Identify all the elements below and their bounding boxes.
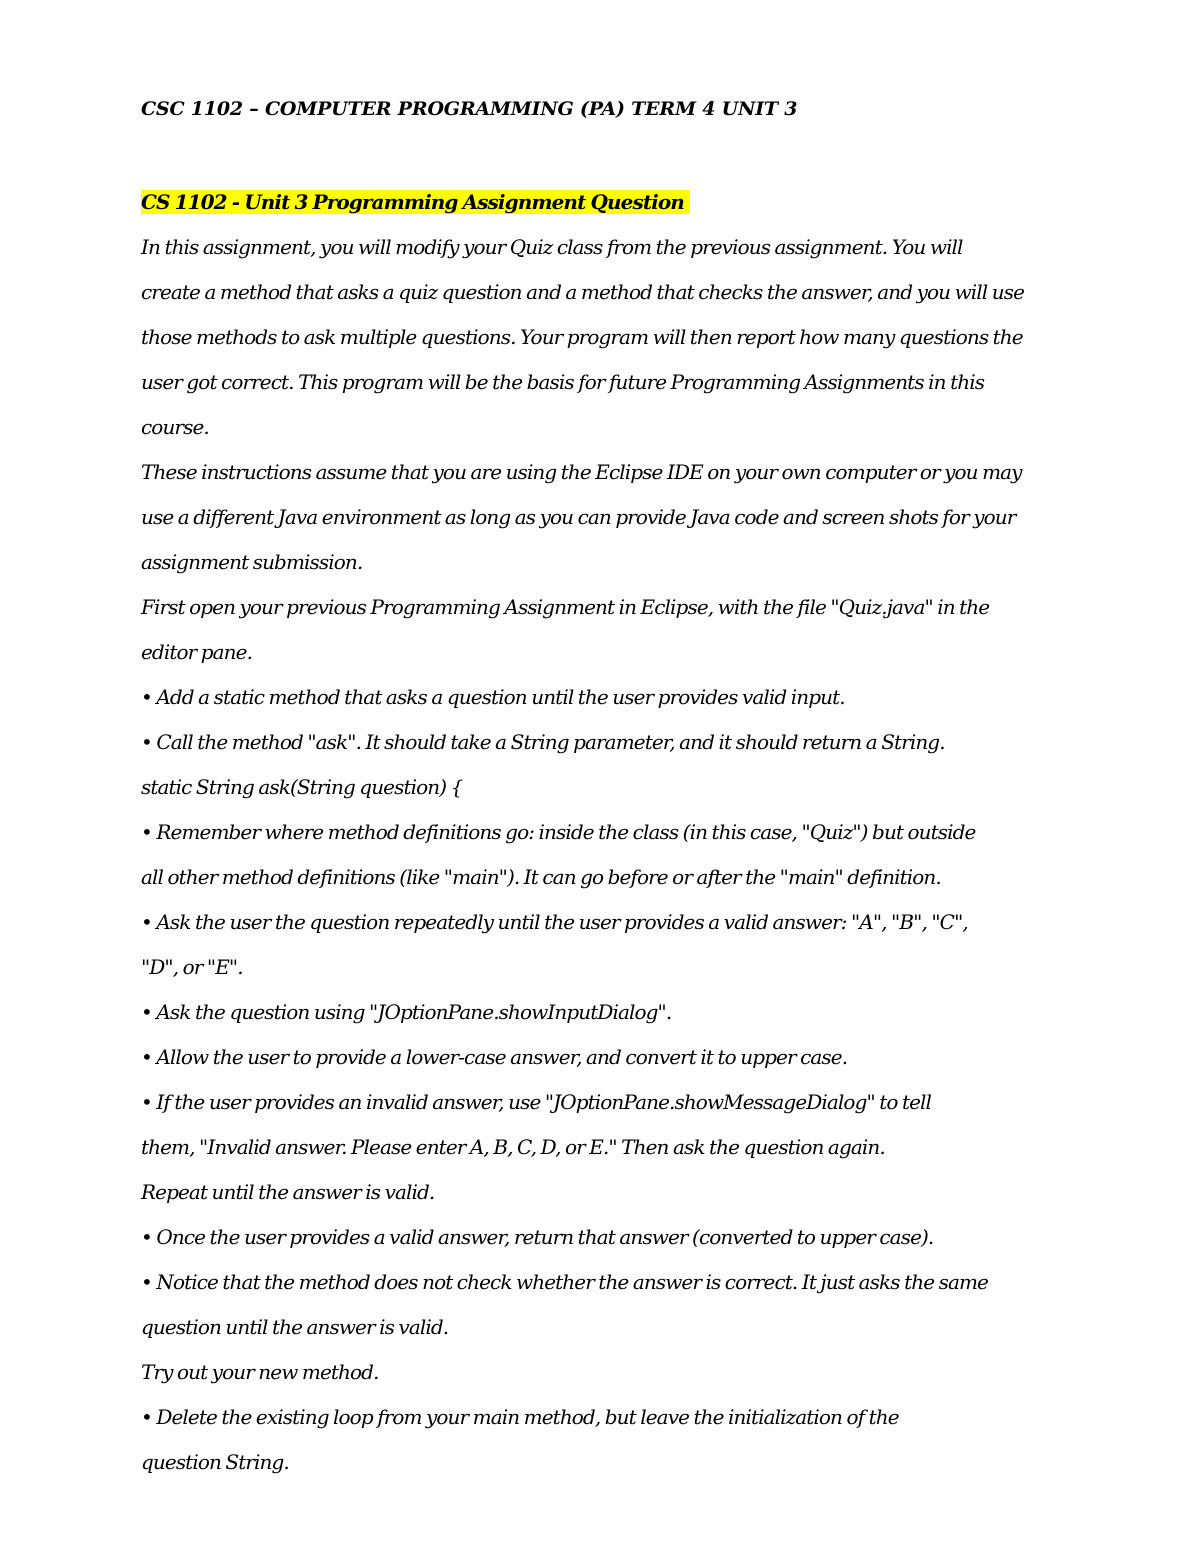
bullet-line: • Once the user provides a valid answer, return that answer (converted to upper case). xyxy=(141,1225,934,1249)
text-line: First open your previous Programming Assignment in Eclipse, with the file "Quiz.java" in the xyxy=(141,595,990,619)
bullet-line: • Ask the question using "JOptionPane.showInputDialog". xyxy=(141,1000,672,1024)
text-line: create a method that asks a quiz question and a method that checks the answer, and you will use xyxy=(141,280,1025,304)
bullet-line: • If the user provides an invalid answer, use "JOptionPane.showMessageDialog" to tell xyxy=(141,1090,932,1114)
text-line: those methods to ask multiple questions. Your program will then report how many questions the xyxy=(141,325,1023,349)
text-line: course. xyxy=(141,415,209,439)
text-line: Repeat until the answer is valid. xyxy=(141,1180,435,1204)
heading-line xyxy=(141,180,1071,225)
text-line: editor pane. xyxy=(141,640,253,664)
text-line: question String. xyxy=(141,1450,289,1474)
bullet-line: • Notice that the method does not check whether the answer is correct. It just asks the same xyxy=(141,1270,988,1294)
document-body xyxy=(141,180,1071,1485)
text-line: user got correct. This program will be the basis for future Programming Assignments in this xyxy=(141,370,985,394)
bullet-line: • Ask the user the question repeatedly until the user provides a valid answer: "A", "B", "C", xyxy=(141,910,968,934)
bullet-line: • Add a static method that asks a question until the user provides valid input. xyxy=(141,685,845,709)
text-line: Try out your new method. xyxy=(141,1360,379,1384)
text-line: In this assignment, you will modify your Quiz class from the previous assignment. You will xyxy=(141,235,963,259)
text-line: all other method definitions (like "main"). It can go before or after the "main" definition. xyxy=(141,865,941,889)
text-line: question until the answer is valid. xyxy=(141,1315,449,1339)
document-title: CSC 1102 – COMPUTER PROGRAMMING (PA) TERM 4 UNIT 3 xyxy=(141,98,798,120)
text-line: "D", or "E". xyxy=(141,955,243,979)
text-line: assignment submission. xyxy=(141,550,363,574)
bullet-line: • Allow the user to provide a lower-case answer, and convert it to upper case. xyxy=(141,1045,848,1069)
bullet-line: • Call the method "ask". It should take a String parameter, and it should return a String. xyxy=(141,730,945,754)
text-line: use a different Java environment as long as you can provide Java code and screen shots for your xyxy=(141,505,1016,529)
bullet-line: • Remember where method definitions go: inside the class (in this case, "Quiz") but outside xyxy=(141,820,976,844)
code-line: static String ask(String question) { xyxy=(141,775,463,799)
text-line: them, "Invalid answer. Please enter A, B, C, D, or E." Then ask the question again. xyxy=(141,1135,885,1159)
assignment-heading: CS 1102 - Unit 3 Programming Assignment Question xyxy=(141,190,690,214)
bullet-line: • Delete the existing loop from your main method, but leave the initialization of the xyxy=(141,1405,899,1429)
text-line: These instructions assume that you are using the Eclipse IDE on your own computer or you may xyxy=(141,460,1022,484)
